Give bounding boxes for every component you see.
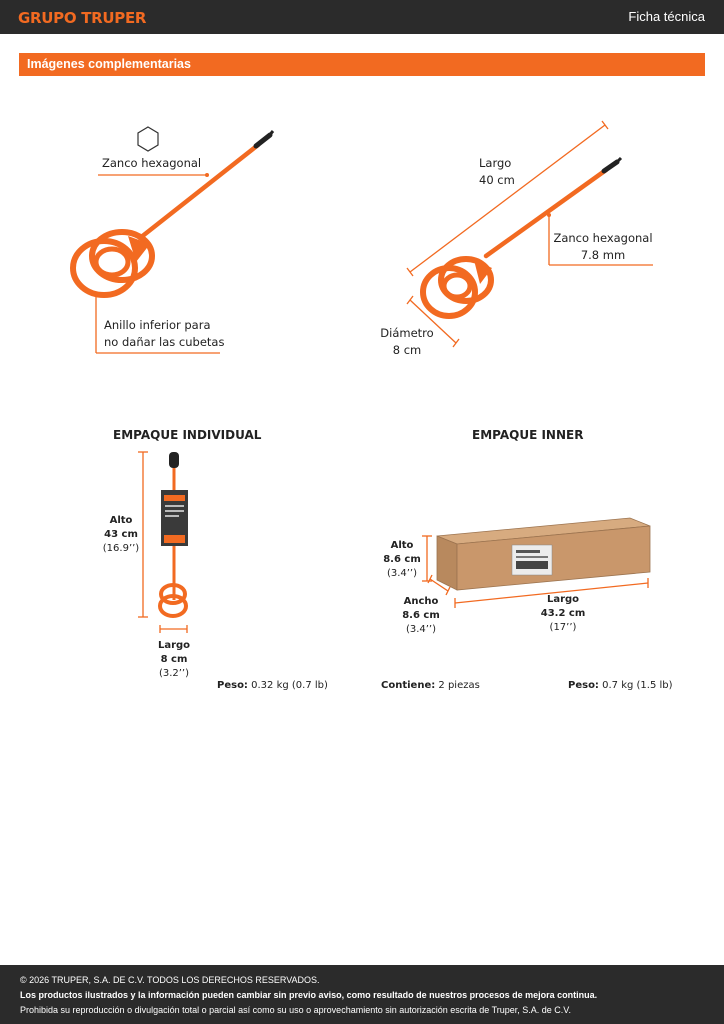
label-shank: Zanco hexagonal bbox=[553, 231, 653, 245]
label-diameter: Diámetro bbox=[380, 326, 434, 340]
individual-weight-key: Peso: bbox=[217, 680, 248, 691]
inner-height-imperial: (3.4’’) bbox=[386, 568, 418, 579]
individual-weight-value: 0.32 kg (0.7 lb) bbox=[251, 680, 328, 691]
inner-weight bbox=[568, 680, 673, 691]
individual-height bbox=[98, 514, 144, 556]
footer-legal: Prohibida su reproducción o divulgación total o parcial así como su uso o aprovechamiento sin autorización escrita de Truper, S.A. de C.V. bbox=[20, 1005, 571, 1015]
inner-height-value: 8.6 cm bbox=[383, 554, 421, 565]
document-type: Ficha técnica bbox=[628, 9, 705, 24]
individual-height-imperial: (16.9’’) bbox=[102, 543, 140, 554]
inner-width-value: 8.6 cm bbox=[402, 610, 440, 621]
inner-contains bbox=[381, 680, 480, 691]
inner-height-label: Alto bbox=[390, 540, 414, 551]
section-title: Imágenes complementarias bbox=[27, 57, 191, 71]
inner-contains-key: Contiene: bbox=[381, 680, 436, 691]
inner-width-imperial: (3.4’’) bbox=[405, 624, 437, 635]
label-length-value: 40 cm bbox=[479, 173, 515, 187]
individual-length-value: 8 cm bbox=[160, 654, 188, 665]
label-diameter-value: 8 cm bbox=[392, 343, 422, 357]
label-ring-line2: no dañar las cubetas bbox=[104, 335, 225, 349]
inner-box-illustration bbox=[422, 518, 650, 608]
label-shank-value: 7.8 mm bbox=[580, 248, 626, 262]
individual-height-value: 43 cm bbox=[104, 529, 138, 540]
individual-weight bbox=[217, 680, 328, 691]
brand-logo: GRUPO TRUPER bbox=[18, 9, 147, 27]
individual-length-label: Largo bbox=[157, 640, 191, 651]
inner-weight-key: Peso: bbox=[568, 680, 599, 691]
inner-length-label: Largo bbox=[546, 594, 580, 605]
inner-height bbox=[380, 539, 424, 581]
footer-notice: Los productos ilustrados y la información pueden cambiar sin previo aviso, como resultado de nuestros procesos de mejora continua. bbox=[20, 990, 598, 1000]
inner-pack-title: EMPAQUE INNER bbox=[472, 428, 584, 442]
label-length: Largo bbox=[479, 156, 512, 170]
footer bbox=[0, 965, 724, 1024]
footer-copyright: © 2026 TRUPER, S.A. DE C.V. TODOS LOS DERECHOS RESERVADOS. bbox=[20, 975, 320, 985]
inner-length-imperial: (17’’) bbox=[549, 622, 577, 633]
individual-length-imperial: (3.2’’) bbox=[158, 668, 190, 679]
individual-height-label: Alto bbox=[109, 515, 133, 526]
label-hex-shank: Zanco hexagonal bbox=[102, 156, 202, 170]
inner-width bbox=[398, 595, 444, 637]
inner-length-value: 43.2 cm bbox=[540, 608, 586, 619]
individual-pack-title: EMPAQUE INDIVIDUAL bbox=[113, 428, 262, 442]
inner-contains-value: 2 piezas bbox=[438, 680, 480, 691]
individual-package-illustration bbox=[138, 452, 188, 633]
label-ring-line1: Anillo inferior para bbox=[104, 318, 211, 332]
hexagon-icon bbox=[138, 127, 158, 151]
individual-length bbox=[151, 639, 197, 681]
inner-length bbox=[537, 593, 589, 635]
inner-weight-value: 0.7 kg (1.5 lb) bbox=[602, 680, 673, 691]
inner-width-label: Ancho bbox=[403, 596, 439, 607]
